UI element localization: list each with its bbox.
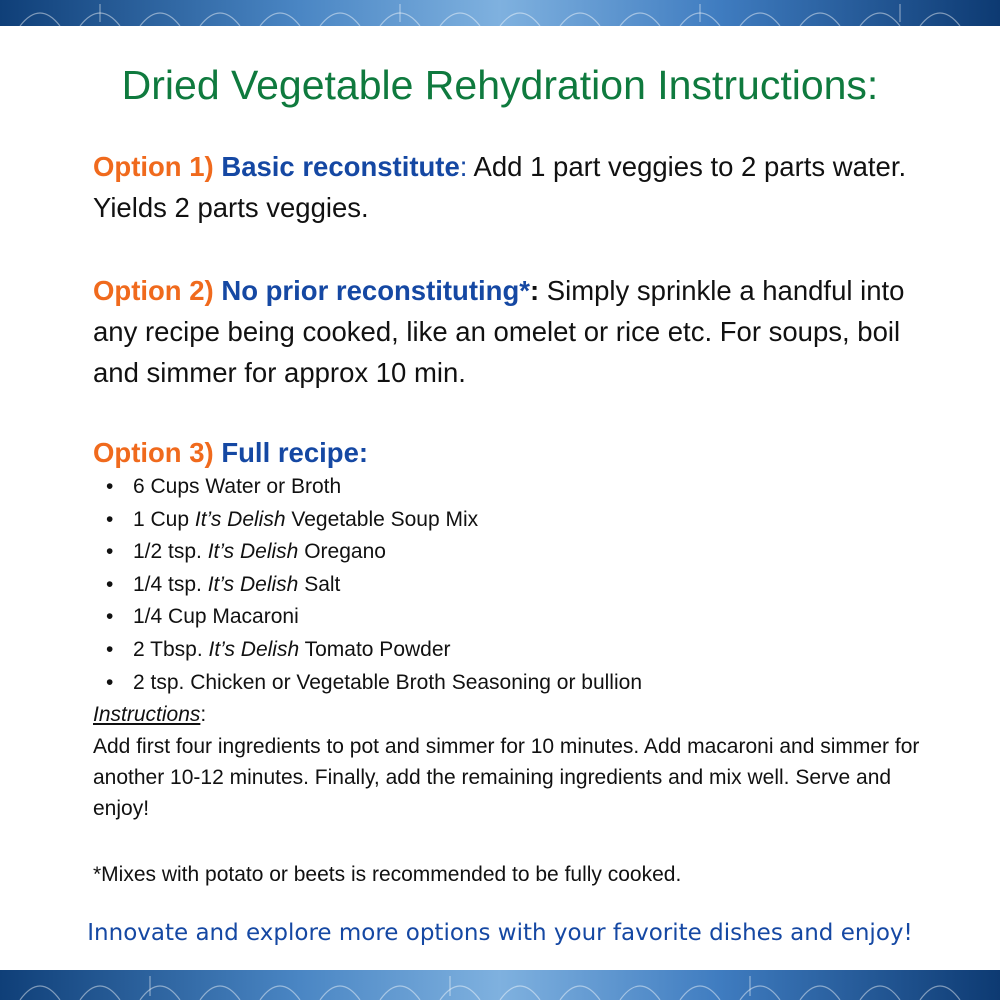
option-3-heading <box>93 435 923 471</box>
option-1-name: Basic reconstitute <box>221 151 460 182</box>
ingredient-item: • 2 tsp. Chicken or Vegetable Broth Seasoning or bullion <box>93 667 923 700</box>
option-1-separator: : <box>459 151 468 182</box>
bullet-icon: • <box>106 637 114 661</box>
bullet-icon: • <box>106 605 114 629</box>
band-pattern <box>0 970 1000 1000</box>
page-title: Dried Vegetable Rehydration Instructions: <box>121 62 879 108</box>
ingredient-item: • 1 Cup It’s Delish Vegetable Soup Mix <box>93 504 923 537</box>
bullet-icon: • <box>106 540 114 564</box>
ingredient-item: • 2 Tbsp. It’s Delish Tomato Powder <box>93 634 923 667</box>
instructions-text: Add first four ingredients to pot and simmer for 10 minutes. Add macaroni and simmer for another 10-12 minutes. Finally, add the remaining ingredients and mix well. Serve and enjoy! <box>93 735 920 821</box>
option-3-name: Full recipe: <box>221 437 369 468</box>
option-3-label: Option 3) <box>93 437 214 468</box>
option-2 <box>93 270 923 393</box>
option-2-separator: : <box>529 275 540 306</box>
option-2-name: No prior reconstituting* <box>221 275 530 306</box>
bullet-icon: • <box>106 572 114 596</box>
bullet-icon: • <box>106 670 114 694</box>
brand-name: It’s Delish <box>208 637 300 661</box>
brand-name: It’s Delish <box>207 572 299 596</box>
option-1-label: Option 1) <box>93 151 214 182</box>
brand-name: It’s Delish <box>194 507 286 531</box>
brand-name: It’s Delish <box>207 540 299 564</box>
instructions-label: Instructions: <box>93 703 207 727</box>
footnote: *Mixes with potato or beets is recommended to be fully cooked. <box>93 863 682 887</box>
option-1-text: Add 1 part veggies to 2 parts water. Yields 2 parts veggies. <box>93 151 907 223</box>
option-1 <box>93 146 923 228</box>
ingredient-item: • 6 Cups Water or Broth <box>93 471 923 504</box>
bullet-icon: • <box>106 475 114 498</box>
top-decorative-band <box>0 0 1000 26</box>
bullet-icon: • <box>106 507 114 531</box>
option-2-text: Simply sprinkle a handful into any recipe being cooked, like an omelet or rice etc. For soups, boil and simmer for approx 10 min. <box>93 275 905 388</box>
ingredient-list <box>93 471 923 699</box>
band-pattern <box>0 0 1000 26</box>
bottom-decorative-band <box>0 970 1000 1000</box>
ingredient-item: • 1/4 Cup Macaroni <box>93 601 923 634</box>
ingredient-item: • 1/4 tsp. It’s Delish Salt <box>93 569 923 602</box>
ingredient-item: • 1/2 tsp. It’s Delish Oregano <box>93 536 923 569</box>
instructions-content <box>93 146 923 890</box>
option-2-label: Option 2) <box>93 275 214 306</box>
tagline: Innovate and explore more options with your favorite dishes and enjoy! <box>87 920 913 946</box>
